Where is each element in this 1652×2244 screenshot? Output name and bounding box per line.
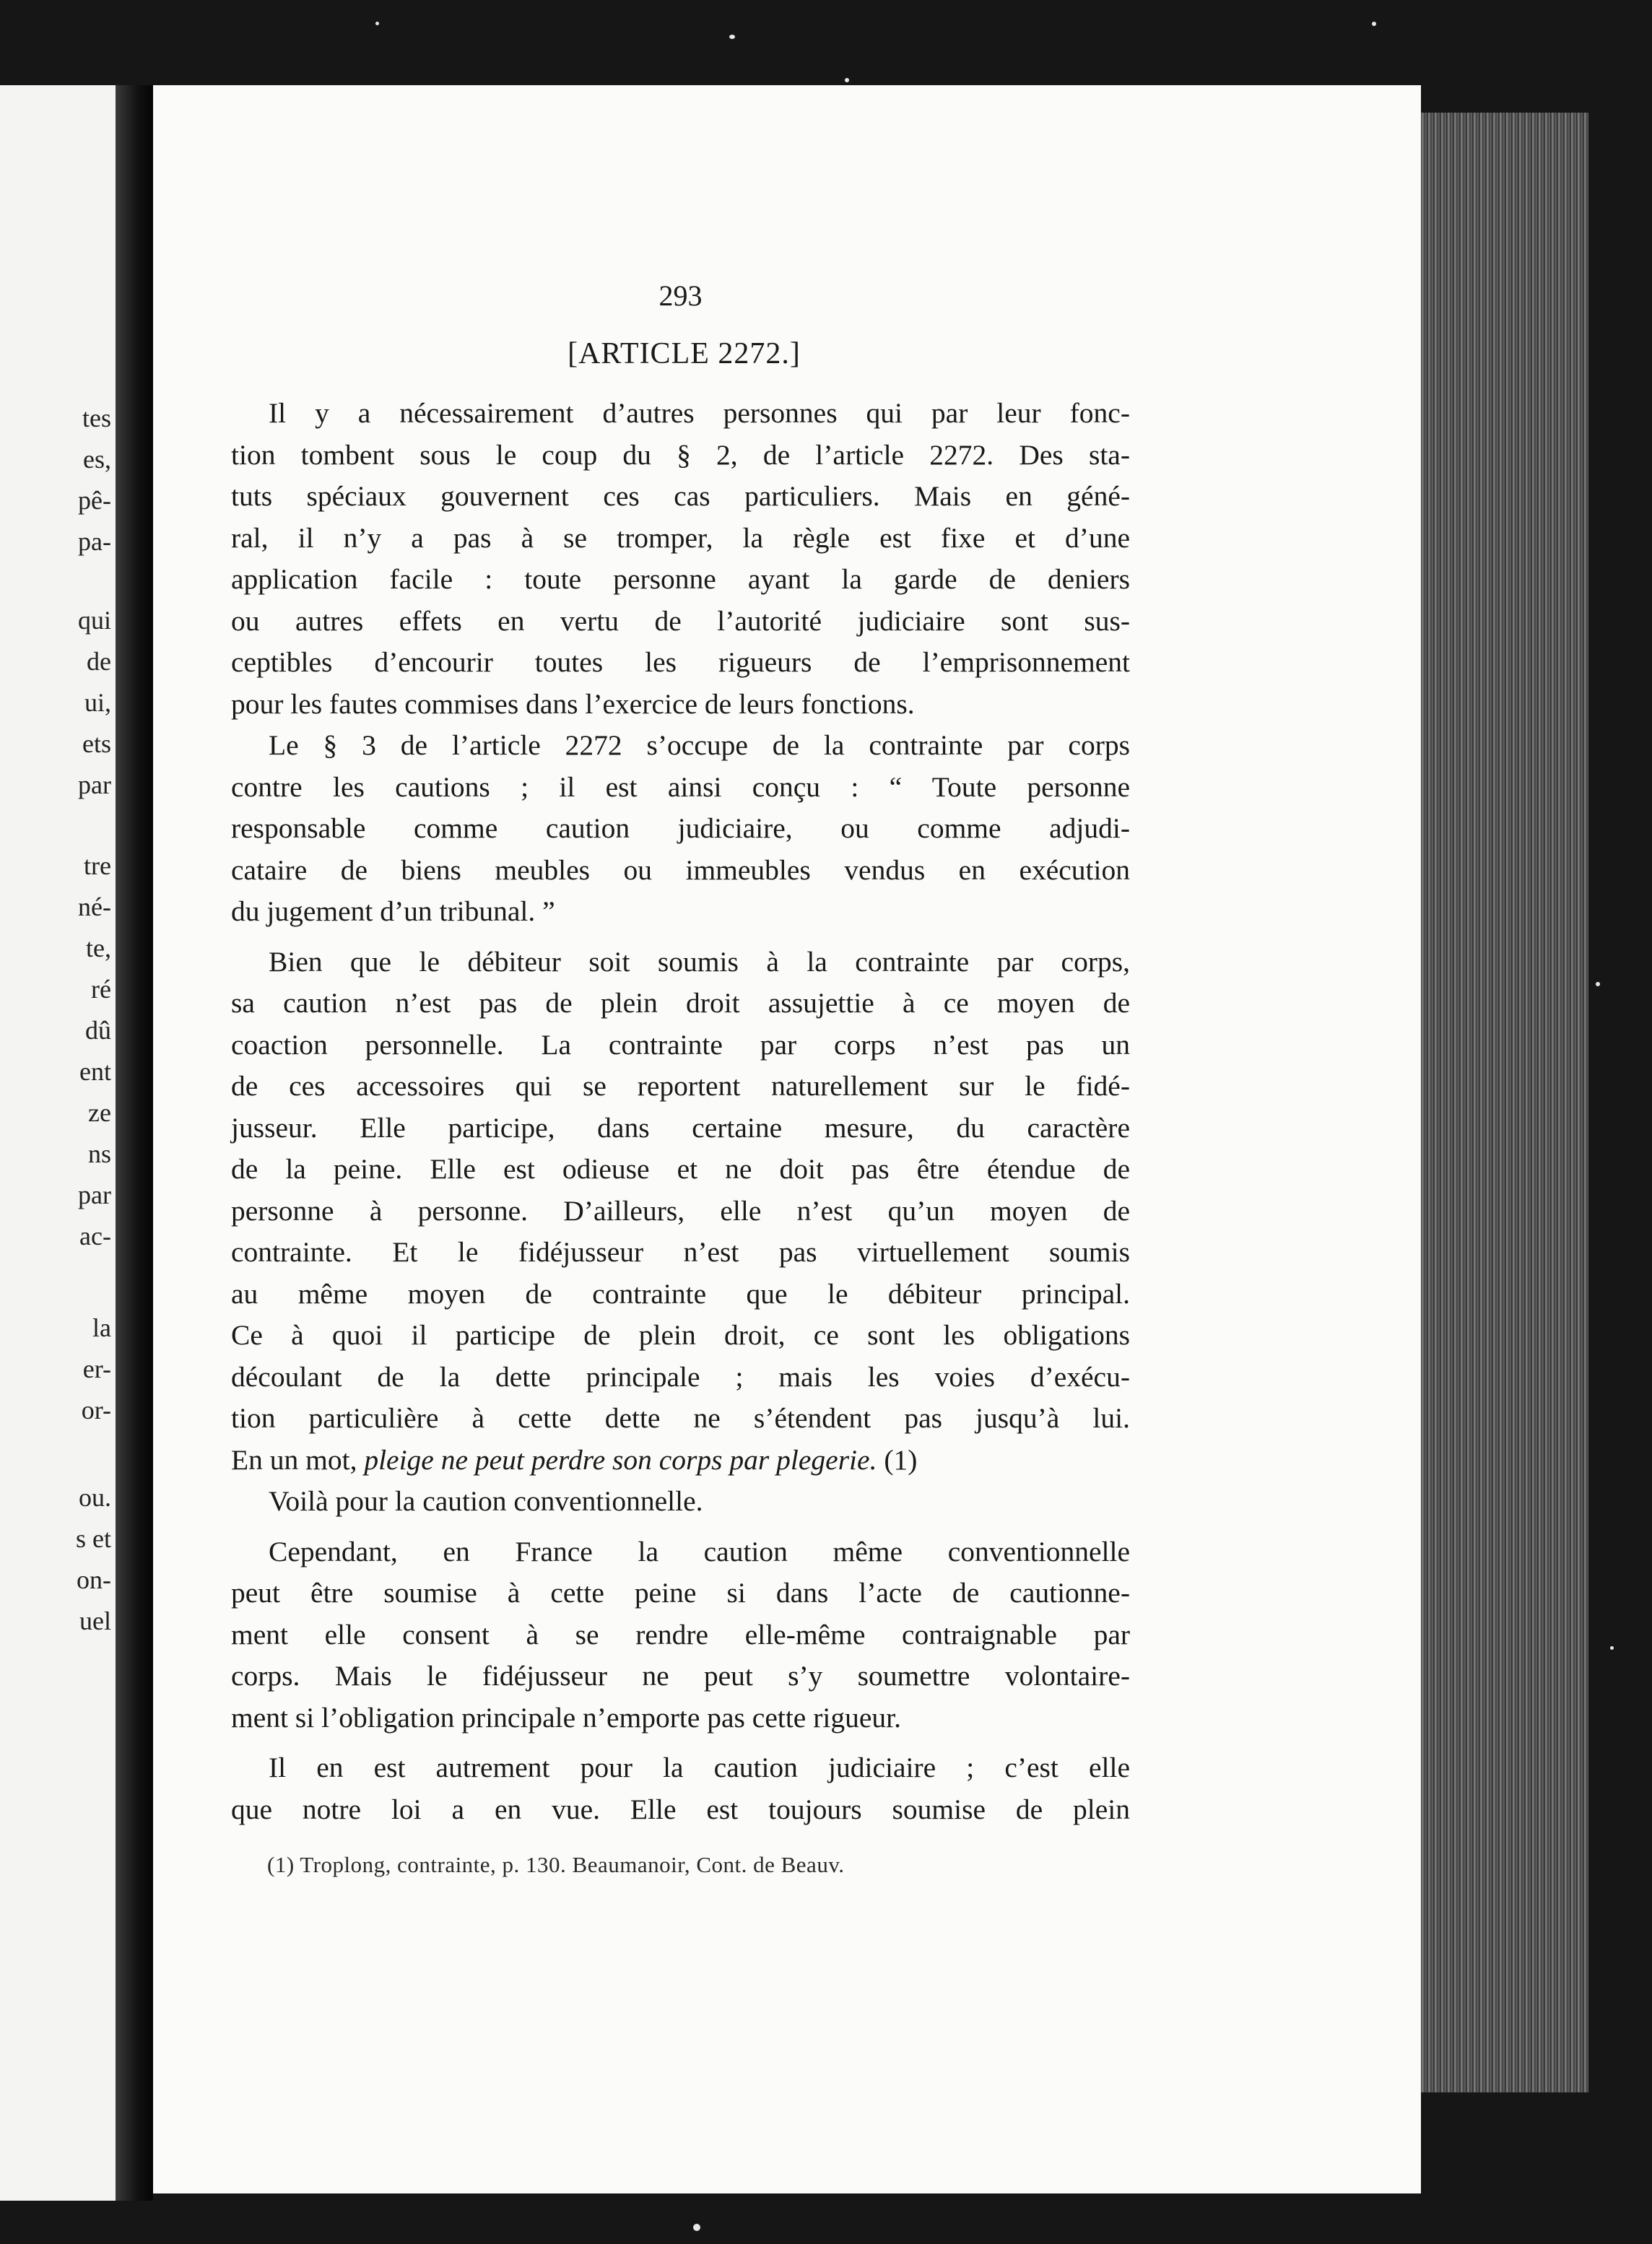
text-line: de ces accessoires qui se reportent naturellement sur le fidé-: [231, 1070, 1130, 1102]
left-page-fragment: par: [78, 1180, 111, 1209]
article-heading: [ARTICLE 2272.]: [568, 337, 801, 370]
left-page-fragment: ns: [87, 1139, 111, 1168]
text-line: tuts spéciaux gouvernent ces cas particuliers. Mais en géné-: [231, 480, 1130, 512]
text-line: application facile : toute personne ayant la garde de deniers: [231, 563, 1130, 595]
text-line: Le § 3 de l’article 2272 s’occupe de la contrainte par corps: [269, 729, 1130, 761]
text-line: tion particulière à cette dette ne s’étendent pas jusqu’à lui.: [231, 1402, 1130, 1434]
scan-speck: [693, 2224, 700, 2231]
footnote: (1) Troplong, contrainte, p. 130. Beaumanoir, Cont. de Beauv.: [267, 1852, 845, 1877]
text-line: cataire de biens meubles ou immeubles vendus en exécution: [231, 853, 1130, 886]
text-line: ral, il n’y a pas à se tromper, la règle est fixe et d’une: [231, 521, 1130, 554]
scan-speck: [729, 35, 735, 39]
text-line: ment si l’obligation principale n’emporte pas cette rigueur.: [231, 1701, 901, 1734]
left-page-fragment: de: [87, 647, 111, 676]
left-page-fragment: uel: [79, 1606, 111, 1635]
paragraph: [231, 1531, 1130, 1739]
left-facing-page: [0, 85, 116, 2201]
text-line: coaction personnelle. La contrainte par corps n’est pas un: [231, 1028, 1130, 1061]
left-page-fragment: es,: [83, 445, 111, 474]
text-line: Cependant, en France la caution même conventionnelle: [269, 1535, 1130, 1567]
text-line: au même moyen de contrainte que le débiteur principal.: [231, 1277, 1130, 1310]
text-line: Voilà pour la caution conventionnelle.: [269, 1485, 703, 1517]
left-page-fragment: ré: [91, 975, 111, 1004]
left-page-fragment: par: [78, 770, 111, 799]
left-page-fragment: ze: [88, 1098, 111, 1127]
text-line: de la peine. Elle est odieuse et ne doit pas être étendue de: [231, 1153, 1130, 1185]
left-page-fragment: tre: [84, 851, 111, 880]
page-text: [231, 274, 1130, 1881]
left-page-fragment: on-: [77, 1565, 111, 1594]
left-page-fragment: ui,: [84, 688, 111, 717]
left-page-fragment: tes: [82, 404, 111, 432]
text-line: pour les fautes commises dans l’exercice de leurs fonctions.: [231, 687, 915, 720]
text-line: corps. Mais le fidéjusseur ne peut s’y soumettre volontaire-: [231, 1660, 1130, 1692]
left-page-fragment: or-: [81, 1396, 111, 1425]
scan-speck: [1596, 982, 1600, 986]
left-page-fragment: né-: [78, 892, 111, 921]
paragraph: [231, 941, 1130, 1482]
scan-speck: [845, 78, 849, 82]
paragraph: [231, 1747, 1130, 1830]
paragraph: [231, 1481, 1130, 1523]
scan-speck: [1372, 22, 1376, 26]
text-line: personne à personne. D’ailleurs, elle n’est qu’un moyen de: [231, 1194, 1130, 1227]
text-line: ou autres effets en vertu de l’autorité judiciaire sont sus-: [231, 604, 1130, 637]
text-line: Bien que le débiteur soit soumis à la contrainte par corps,: [269, 945, 1130, 978]
text-line: sa caution n’est pas de plein droit assujettie à ce moyen de: [231, 987, 1130, 1019]
footnote-ref: (1): [884, 1443, 918, 1476]
text-line: ceptibles d’encourir toutes les rigueurs de l’emprisonnement: [231, 646, 1130, 678]
left-page-fragment: pê-: [78, 486, 111, 515]
left-page-fragment: s et: [76, 1524, 111, 1553]
text-line: tion tombent sous le coup du § 2, de l’article 2272. Des sta-: [231, 438, 1130, 471]
left-page-fragment: ac-: [79, 1222, 111, 1251]
text-line: contrainte. Et le fidéjusseur n’est pas virtuellement soumis: [231, 1236, 1130, 1268]
left-page-fragment: la: [92, 1313, 111, 1342]
text-line: Il en est autrement pour la caution judiciaire ; c’est elle: [269, 1752, 1130, 1783]
paragraph: [231, 393, 1130, 725]
scan-speck: [1610, 1646, 1614, 1650]
text-line: Il y a nécessairement d’autres personnes qui par leur fonc-: [269, 397, 1130, 429]
text-line: [231, 1440, 1130, 1482]
text-line: ment elle consent à se rendre elle-même contraignable par: [231, 1618, 1130, 1651]
text-line: du jugement d’un tribunal. ”: [231, 895, 555, 927]
text-fragment: En un mot,: [231, 1443, 357, 1476]
page-edges: [1421, 113, 1588, 2092]
left-page-fragment: qui: [77, 606, 111, 635]
text-line: peut être soumise à cette peine si dans l’acte de cautionne-: [231, 1577, 1130, 1609]
text-line: Ce à quoi il participe de plein droit, ce sont les obligations: [231, 1319, 1130, 1351]
text-line: jusseur. Elle participe, dans certaine mesure, du caractère: [231, 1111, 1130, 1144]
text-line: que notre loi a en vue. Elle est toujours soumise de plein: [231, 1793, 1130, 1825]
text-line: découlant de la dette principale ; mais les voies d’exécu-: [231, 1360, 1130, 1393]
paragraph: [231, 725, 1130, 933]
text-line: responsable comme caution judiciaire, ou comme adjudi-: [231, 812, 1130, 844]
page-number: 293: [658, 279, 703, 312]
book-gutter: [116, 85, 153, 2201]
left-page-fragment: ou.: [79, 1483, 111, 1512]
scan-speck: [375, 22, 379, 25]
left-page-fragment: er-: [82, 1354, 111, 1383]
left-page-fragment: ets: [82, 729, 111, 758]
left-page-fragment: ent: [79, 1057, 111, 1086]
text-line: contre les cautions ; il est ainsi conçu : “ Toute personne: [231, 770, 1130, 803]
left-page-fragment: dû: [85, 1016, 111, 1045]
italic-maxim: pleige ne peut perdre son corps par plegerie.: [364, 1443, 877, 1476]
left-page-fragment: te,: [86, 934, 111, 962]
left-page-fragment: pa-: [78, 527, 111, 556]
